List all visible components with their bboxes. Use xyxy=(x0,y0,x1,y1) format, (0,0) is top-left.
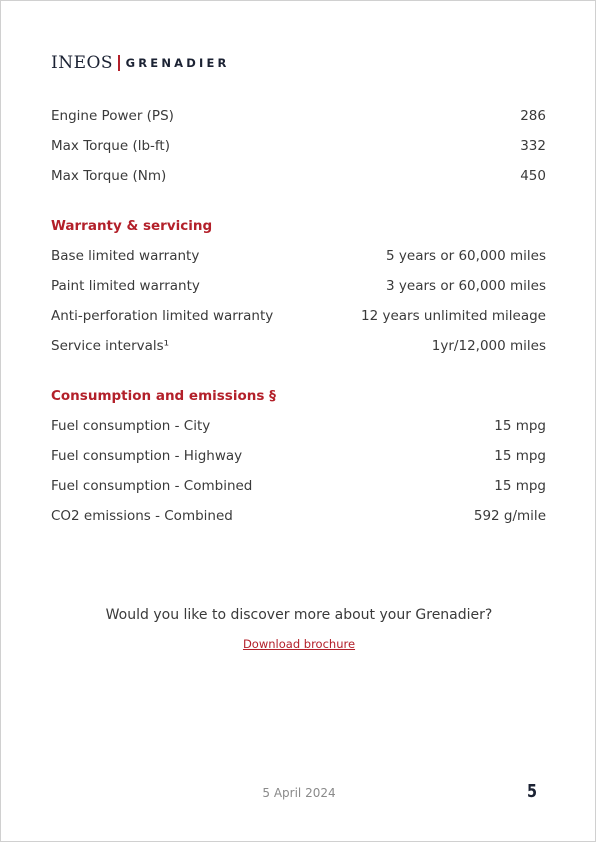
spec-label: Fuel consumption - Highway xyxy=(51,448,243,464)
spec-label: Anti-perforation limited warranty xyxy=(51,308,274,324)
logo-divider xyxy=(118,55,120,71)
spec-value: 286 xyxy=(520,108,546,124)
spec-row-max-torque-lbft xyxy=(51,136,546,156)
spec-value: 5 years or 60,000 miles xyxy=(386,248,546,264)
spec-value: 15 mpg xyxy=(494,448,546,464)
spec-label: Paint limited warranty xyxy=(51,278,200,294)
spec-value: 15 mpg xyxy=(494,418,546,434)
discover-question: Would you like to discover more about your Grenadier? xyxy=(105,607,493,623)
spec-value: 332 xyxy=(520,138,546,154)
section-heading-consumption: Consumption and emissions § xyxy=(51,388,276,404)
spec-label: Service intervals¹ xyxy=(51,338,170,354)
section-heading-warranty: Warranty & servicing xyxy=(51,218,213,234)
spec-row-fuel-city xyxy=(51,416,546,436)
footer-date: 5 April 2024 xyxy=(262,786,336,800)
logo-ineos-text: INEOS xyxy=(51,53,114,73)
spec-value: 1yr/12,000 miles xyxy=(431,338,546,354)
spec-row-fuel-combined xyxy=(51,476,546,496)
spec-row-anti-perforation-warranty xyxy=(51,306,546,326)
ineos-grenadier-logo xyxy=(51,53,230,73)
spec-row-fuel-highway xyxy=(51,446,546,466)
spec-value: 450 xyxy=(520,168,546,184)
spec-label: Fuel consumption - City xyxy=(51,418,211,434)
spec-row-paint-warranty xyxy=(51,276,546,296)
spec-row-engine-power xyxy=(51,106,546,126)
spec-label: CO2 emissions - Combined xyxy=(51,508,233,524)
spec-label: Base limited warranty xyxy=(51,248,200,264)
spec-row-max-torque-nm xyxy=(51,166,546,186)
spec-label: Max Torque (lb-ft) xyxy=(51,138,170,154)
spec-value: 592 g/mile xyxy=(473,508,546,524)
spec-row-co2-combined xyxy=(51,506,546,526)
page-number: 5 xyxy=(527,781,538,802)
logo-grenadier-text: GRENADIER xyxy=(125,56,230,70)
brochure-link-container xyxy=(1,634,596,653)
spec-row-base-warranty xyxy=(51,246,546,266)
spec-label: Max Torque (Nm) xyxy=(51,168,167,184)
spec-value: 3 years or 60,000 miles xyxy=(386,278,546,294)
spec-label: Fuel consumption - Combined xyxy=(51,478,253,494)
spec-value: 12 years unlimited mileage xyxy=(361,308,546,324)
spec-value: 15 mpg xyxy=(494,478,546,494)
download-brochure-link[interactable]: Download brochure xyxy=(242,637,356,651)
spec-row-service-intervals xyxy=(51,336,546,356)
spec-label: Engine Power (PS) xyxy=(51,108,174,124)
